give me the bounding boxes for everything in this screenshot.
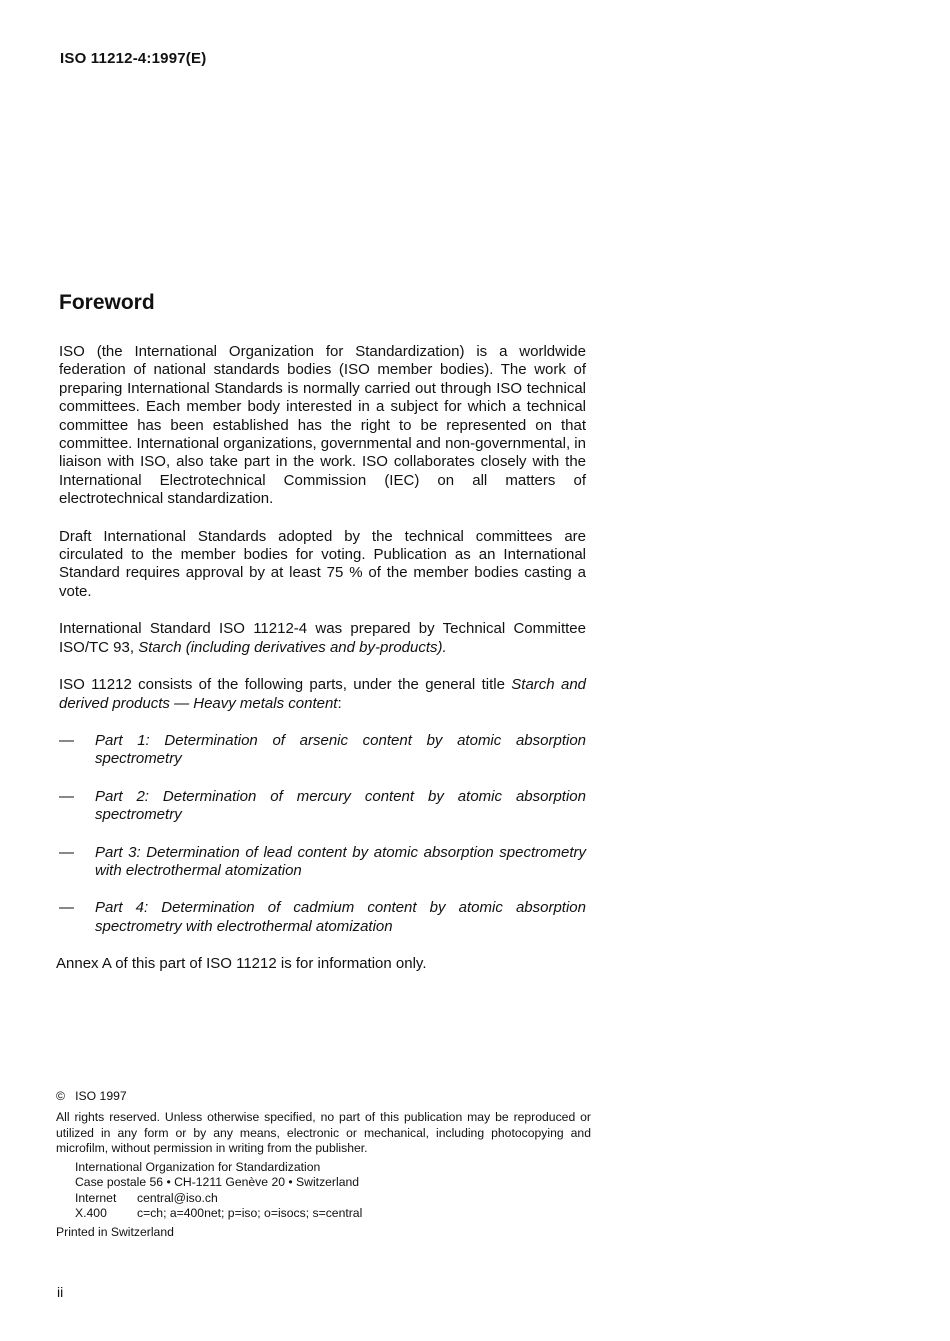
list-dash: — <box>59 843 74 861</box>
internet-value: central@iso.ch <box>137 1190 218 1205</box>
part-title: Part 1: Determination of arsenic content by atomic absorption spectrometry <box>95 731 586 768</box>
internet-label: Internet <box>75 1190 117 1205</box>
list-dash: — <box>59 899 74 917</box>
list-item <box>59 788 586 825</box>
rights-statement: All rights reserved. Unless otherwise specified, no part of this publication may be reproduced or utilized in any form or by any means, electronic or mechanical, including photocopying and microfilm, without permission in writing from the publisher. <box>56 1110 591 1155</box>
copyright-block <box>56 1089 591 1241</box>
copyright-notice: ISO 1997 <box>75 1089 127 1103</box>
internet-row <box>75 1191 591 1206</box>
list-item <box>59 899 586 936</box>
document-id: ISO 11212-4:1997(E) <box>60 50 207 67</box>
part-title: Part 4: Determination of cadmium content by atomic absorption spectrometry with electrothermal atomization <box>95 899 586 935</box>
printed-in: Printed in Switzerland <box>56 1225 174 1240</box>
list-item <box>59 732 586 769</box>
section-heading-foreword: Foreword <box>59 291 155 314</box>
publisher-name: International Organization for Standardization <box>75 1160 321 1175</box>
part-title: Part 3: Determination of lead content by atomic absorption spectrometry with electrothermal atomization <box>95 843 586 879</box>
foreword-paragraph-2: Draft International Standards adopted by the technical committees are circulated to the member bodies for voting. Publication as an International Standard requires approval by at least 75 % of the member bodies casting a vote. <box>59 527 586 600</box>
page-number: ii <box>57 1284 64 1300</box>
x400-value: c=ch; a=400net; p=iso; o=isocs; s=central <box>137 1206 363 1221</box>
committee-title: Starch (including derivatives and by-products). <box>138 638 447 656</box>
copyright-line <box>56 1089 591 1104</box>
x400-row <box>75 1206 591 1221</box>
para3-text: International Standard ISO 11212-4 was prepared by Technical Committee ISO/TC 93, <box>59 620 586 656</box>
para4-text: ISO 11212 consists of the following parts, under the general title <box>59 676 512 694</box>
para4-colon: : <box>337 694 342 712</box>
general-title: Starch and derived products — Heavy metals content <box>59 676 587 712</box>
publisher-address <box>56 1160 591 1221</box>
part-title: Part 2: Determination of mercury content by atomic absorption spectrometry <box>95 787 586 824</box>
foreword-paragraph-1: ISO (the International Organization for Standardization) is a worldwide federation of national standards bodies (ISO member bodies). The work of preparing International Standards is normally carried out through ISO technical committees. Each member body interested in a subject for which a technical committee has been established has the right to be represented on that committee. International organizations, governmental and non-governmental, in liaison with ISO, also take part in the work. ISO collaborates closely with the International Electrotechnical Commission (IEC) on all matters of electrotechnical standardization. <box>59 343 586 508</box>
foreword-paragraph-3 <box>59 620 586 657</box>
list-item <box>59 844 586 881</box>
foreword-paragraph-4 <box>59 676 586 713</box>
list-dash: — <box>59 731 74 749</box>
postal-address: Case postale 56 • CH-1211 Genève 20 • Switzerland <box>75 1175 360 1190</box>
annex-note: Annex A of this part of ISO 11212 is for information only. <box>56 955 427 973</box>
copyright-icon: © <box>56 1089 65 1103</box>
list-dash: — <box>59 787 74 805</box>
parts-list <box>59 732 586 936</box>
x400-label: X.400 <box>75 1206 107 1221</box>
foreword-body <box>56 343 587 974</box>
